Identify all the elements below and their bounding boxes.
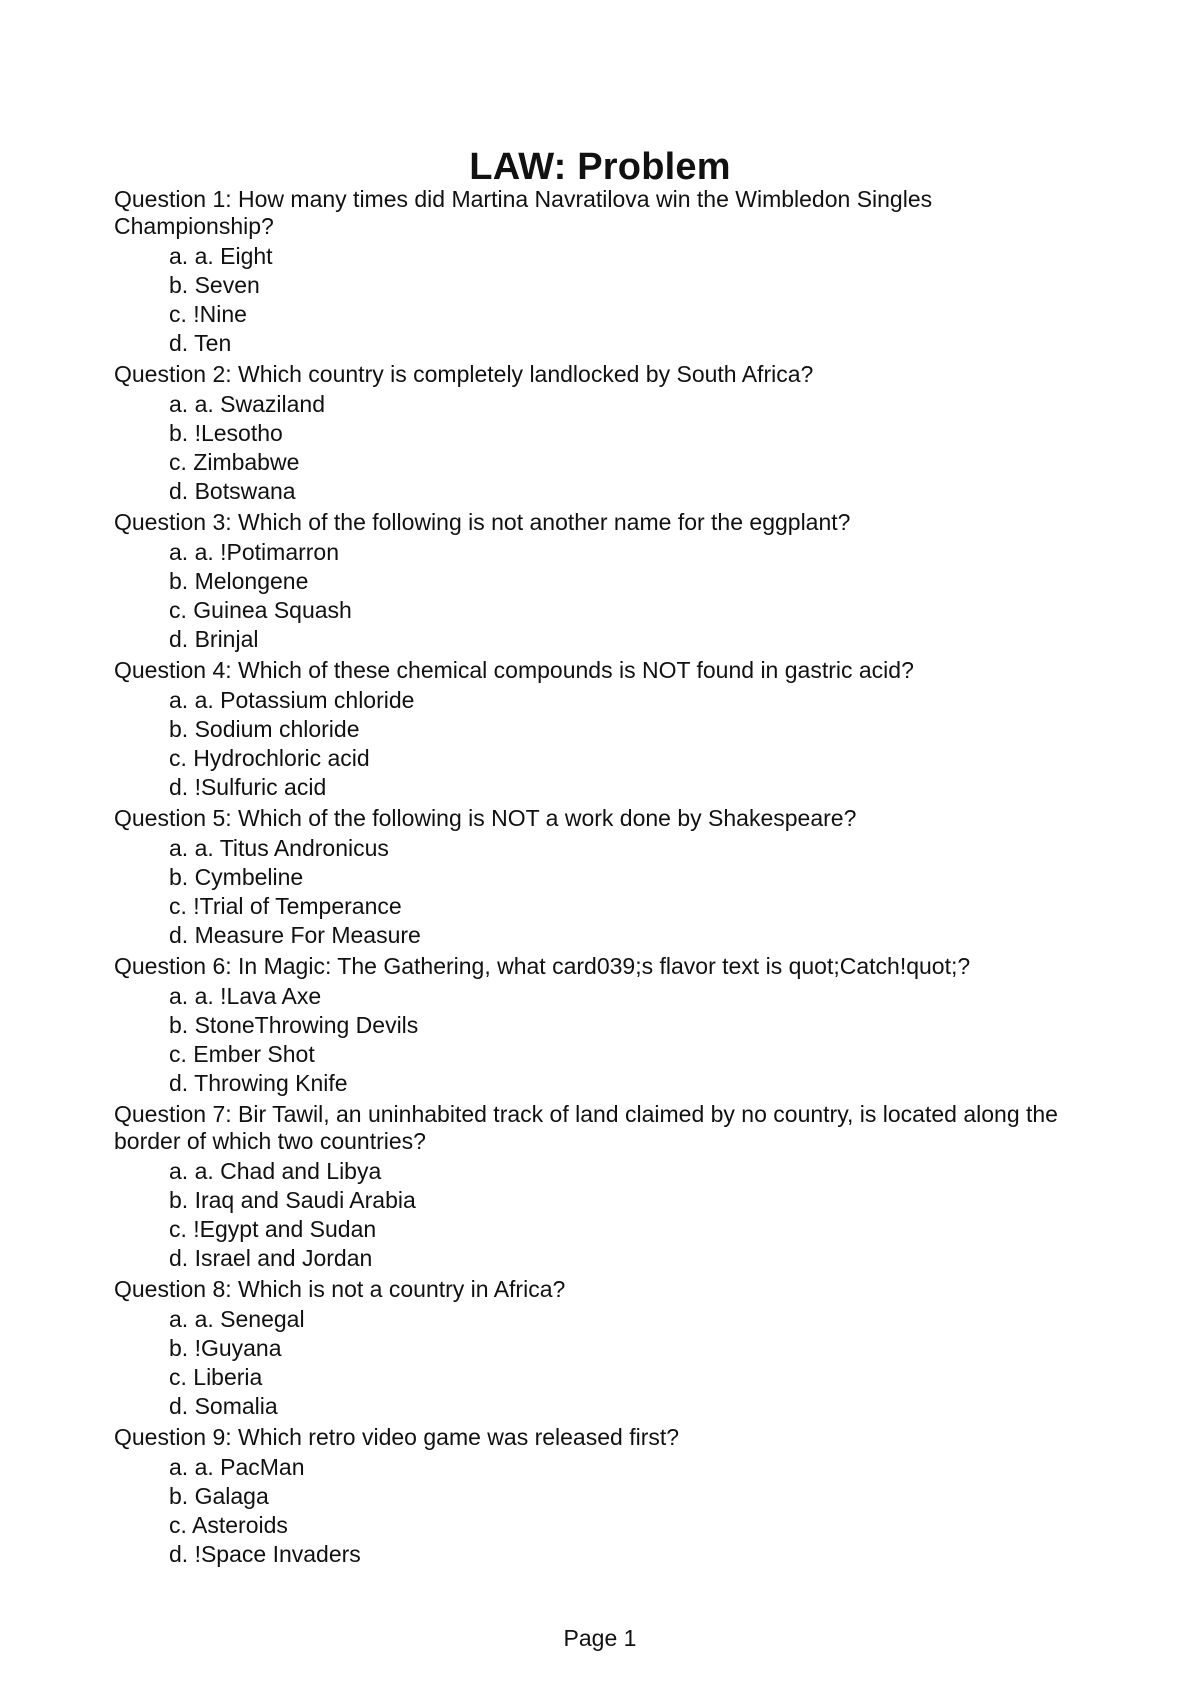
answer-option-c: c. Asteroids [169,1512,288,1538]
question-5 [114,805,1094,953]
answer-option-d: d. Brinjal [169,626,259,652]
answer-option-d: d. Somalia [169,1393,278,1419]
answer-option-a: a. a. !Lava Axe [169,983,322,1009]
page-number: Page 1 [563,1625,637,1651]
answer-options [114,538,1094,657]
question-text: Question 9: Which retro video game was released first? [114,1424,680,1450]
question-text: Question 3: Which of the following is not another name for the eggplant? [114,509,851,535]
question-text: Question 2: Which country is completely landlocked by South Africa? [114,361,814,387]
answer-option-a: a. a. Senegal [169,1306,305,1332]
answer-option-c: c. !Nine [169,301,247,327]
answer-option-a: a. a. Potassium chloride [169,687,415,713]
answer-option-c: c. !Egypt and Sudan [169,1216,377,1242]
question-text: Question 6: In Magic: The Gathering, what card039;s flavor text is quot;Catch!quot;? [114,953,971,979]
question-2 [114,361,1094,509]
answer-options [114,686,1094,805]
answer-option-b: b. Iraq and Saudi Arabia [169,1187,416,1213]
answer-options [114,390,1094,509]
answer-option-b: b. StoneThrowing Devils [169,1012,419,1038]
question-text: Question 7: Bir Tawil, an uninhabited track of land claimed by no country, is located along the border of which two countries? [114,1101,1058,1154]
answer-option-a: a. a. PacMan [169,1454,305,1480]
question-text: Question 4: Which of these chemical compounds is NOT found in gastric acid? [114,657,914,683]
answer-option-b: b. Galaga [169,1483,269,1509]
answer-option-c: c. Zimbabwe [169,449,300,475]
question-text: Question 1: How many times did Martina Navratilova win the Wimbledon Singles Championship? [114,186,933,239]
answer-options [114,242,1094,361]
answer-option-b: b. Seven [169,272,260,298]
answer-option-b: b. !Lesotho [169,420,283,446]
question-9 [114,1424,1094,1572]
question-8 [114,1276,1094,1424]
answer-option-b: b. !Guyana [169,1335,282,1361]
answer-option-d: d. !Space Invaders [169,1541,361,1567]
answer-option-c: c. Liberia [169,1364,263,1390]
question-list [114,186,1094,1572]
answer-option-a: a. a. Chad and Libya [169,1158,382,1184]
question-3 [114,509,1094,657]
answer-option-c: c. Hydrochloric acid [169,745,370,771]
answer-option-d: d. !Sulfuric acid [169,774,327,800]
answer-option-d: d. Throwing Knife [169,1070,348,1096]
answer-option-b: b. Sodium chloride [169,716,360,742]
answer-option-a: a. a. Eight [169,243,273,269]
answer-options [114,1305,1094,1424]
answer-option-a: a. a. Titus Andronicus [169,835,389,861]
answer-option-d: d. Botswana [169,478,296,504]
answer-option-a: a. a. !Potimarron [169,539,340,565]
answer-option-d: d. Measure For Measure [169,922,421,948]
answer-option-b: b. Cymbeline [169,864,304,890]
question-7 [114,1101,1094,1276]
answer-options [114,1157,1094,1276]
answer-options [114,834,1094,953]
question-1 [114,186,1094,361]
answer-option-c: c. Guinea Squash [169,597,352,623]
question-4 [114,657,1094,805]
answer-options [114,1453,1094,1572]
answer-option-c: c. Ember Shot [169,1041,315,1067]
document-title: LAW: Problem [469,146,731,189]
question-6 [114,953,1094,1101]
answer-option-b: b. Melongene [169,568,309,594]
question-text: Question 8: Which is not a country in Africa? [114,1276,566,1302]
answer-options [114,982,1094,1101]
answer-option-d: d. Israel and Jordan [169,1245,373,1271]
answer-option-a: a. a. Swaziland [169,391,325,417]
question-text: Question 5: Which of the following is NOT a work done by Shakespeare? [114,805,857,831]
answer-option-c: c. !Trial of Temperance [169,893,402,919]
answer-option-d: d. Ten [169,330,232,356]
